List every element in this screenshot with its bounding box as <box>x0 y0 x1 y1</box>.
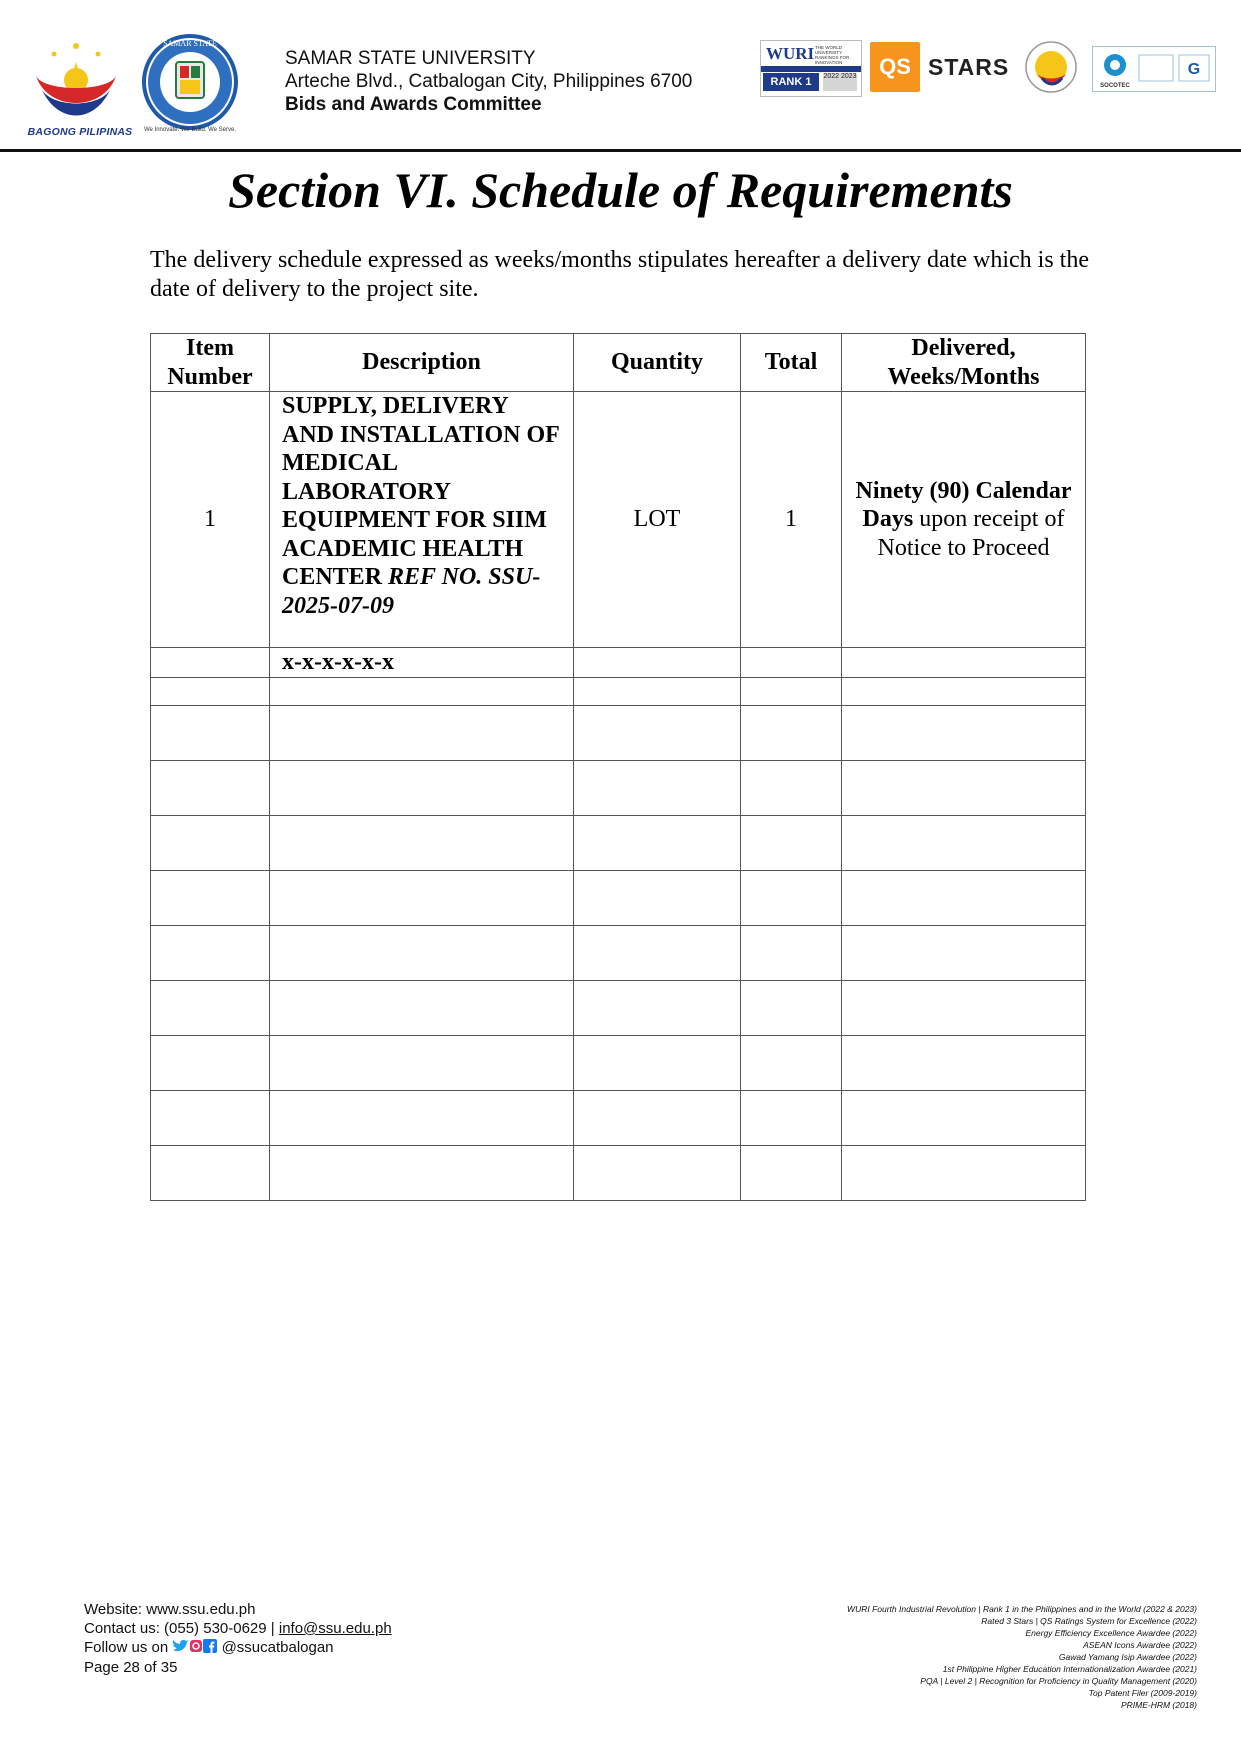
delivered-bold: Ninety (90) Calendar Days <box>855 477 1072 533</box>
award-item: WURI Fourth Industrial Revolution | Rank 1 in the Philippines and in the World (2022 & 2023) <box>847 1604 1197 1614</box>
cell-delivered <box>842 392 1086 648</box>
page-number: Page 28 of 35 <box>84 1658 178 1676</box>
instagram-icon[interactable] <box>189 1639 203 1658</box>
svg-text:G: G <box>1187 61 1201 78</box>
committee-name: Bids and Awards Committee <box>285 94 542 115</box>
follow-label: Follow us on <box>84 1639 169 1656</box>
accreditation-badges <box>760 40 1220 100</box>
cell-total: 1 <box>741 392 842 648</box>
contact-email-link[interactable]: info@ssu.edu.ph <box>278 1620 392 1637</box>
award-item: Top Patent Filer (2009-2019) <box>1088 1688 1197 1698</box>
award-item: Rated 3 Stars | QS Ratings System for Excellence (2022) <box>981 1616 1197 1626</box>
qs-logo: QS <box>870 42 920 92</box>
footer-follow-line <box>84 1638 392 1658</box>
empty-cell <box>842 648 1086 678</box>
blank-row <box>151 925 1086 980</box>
wuri-rank: RANK 1 <box>763 73 819 91</box>
schedule-table <box>150 333 1086 1201</box>
empty-cell <box>574 648 741 678</box>
intro-paragraph: The delivery schedule expressed as weeks/months stipulates hereafter a delivery date which is the date of delivery to the project site. <box>150 247 1089 302</box>
award-seal-icon <box>1024 40 1078 94</box>
socotec-badge <box>1092 46 1216 92</box>
cell-item-number: 1 <box>151 392 270 648</box>
ssu-tagline: We Innovate. We Build. We Serve. <box>143 127 237 133</box>
blank-row <box>151 870 1086 925</box>
wuri-years: 2022 2023 <box>823 73 857 91</box>
blank-row <box>151 677 1086 705</box>
header-description: Description <box>270 334 574 392</box>
table-row <box>151 392 1086 648</box>
socotec-text: SOCOTEC <box>1100 83 1130 89</box>
bagong-pilipinas-text: BAGONG PILIPINAS <box>27 126 133 138</box>
blank-row <box>151 1090 1086 1145</box>
delivered-rest: upon receipt of Notice to Proceed <box>877 506 1065 561</box>
award-item: Gawad Yamang Isip Awardee (2022) <box>1058 1652 1197 1662</box>
letterhead <box>0 0 1241 152</box>
empty-cell <box>151 648 270 678</box>
blank-row <box>151 1035 1086 1090</box>
blank-row <box>151 1145 1086 1200</box>
footer-contact-line <box>84 1619 392 1638</box>
institution-name: SAMAR STATE UNIVERSITY <box>285 48 536 69</box>
table-header-row <box>151 334 1086 392</box>
wuri-badge <box>760 40 862 97</box>
description-main: SUPPLY, DELIVERY AND INSTALLATION OF MEDICAL LABORATORY EQUIPMENT FOR SIIM ACADEMIC HEALTH CENTER <box>282 393 559 590</box>
blank-row <box>151 760 1086 815</box>
svg-text:SAMAR STATE: SAMAR STATE <box>163 39 217 48</box>
header-rule <box>0 149 1241 152</box>
social-handle[interactable]: @ssucatbalogan <box>221 1639 334 1656</box>
header-total: Total <box>741 334 842 392</box>
award-item: ASEAN Icons Awardee (2022) <box>1083 1640 1197 1650</box>
header-quantity: Quantity <box>574 334 741 392</box>
institution-block <box>285 47 692 116</box>
contact-prefix: Contact us: (055) 530-0629 | <box>84 1620 279 1637</box>
wuri-label: WURI <box>766 44 815 63</box>
section-title: Section VI. Schedule of Requirements <box>228 162 1013 218</box>
awards-list <box>597 1603 1197 1711</box>
facebook-icon[interactable] <box>203 1639 217 1658</box>
award-item: 1st Philippine Higher Education Internationalization Awardee (2021) <box>942 1664 1197 1674</box>
blank-row <box>151 980 1086 1035</box>
award-item: PQA | Level 2 | Recognition for Proficiency in Quality Management (2020) <box>920 1676 1197 1686</box>
institution-address: Arteche Blvd., Catbalogan City, Philippines 6700 <box>285 71 693 92</box>
footer-contact <box>84 1600 392 1677</box>
twitter-icon[interactable] <box>172 1639 189 1658</box>
blank-row <box>151 815 1086 870</box>
blank-row <box>151 705 1086 760</box>
end-marker: x-x-x-x-x-x <box>270 648 574 678</box>
award-item: PRIME-HRM (2018) <box>1120 1700 1197 1710</box>
bagong-pilipinas-logo <box>18 32 136 142</box>
description-ref: REF NO. SSU-2025-07-09 <box>282 564 541 619</box>
header-delivered: Delivered, Weeks/Months <box>842 334 1086 392</box>
footer-website[interactable]: Website: www.ssu.edu.ph <box>84 1601 256 1618</box>
header-item-number: Item Number <box>151 334 270 392</box>
ssu-seal <box>140 32 240 132</box>
cell-quantity: LOT <box>574 392 741 648</box>
wuri-small-text: THE WORLD UNIVERSITY RANKINGS FOR INNOVATION <box>815 45 850 65</box>
wuri-band <box>761 66 861 72</box>
award-item: Energy Efficiency Excellence Awardee (2022) <box>1025 1628 1197 1638</box>
empty-cell <box>741 648 842 678</box>
end-marker-row <box>151 648 1086 678</box>
cell-description <box>270 392 574 648</box>
stars-label: STARS <box>928 54 1010 80</box>
